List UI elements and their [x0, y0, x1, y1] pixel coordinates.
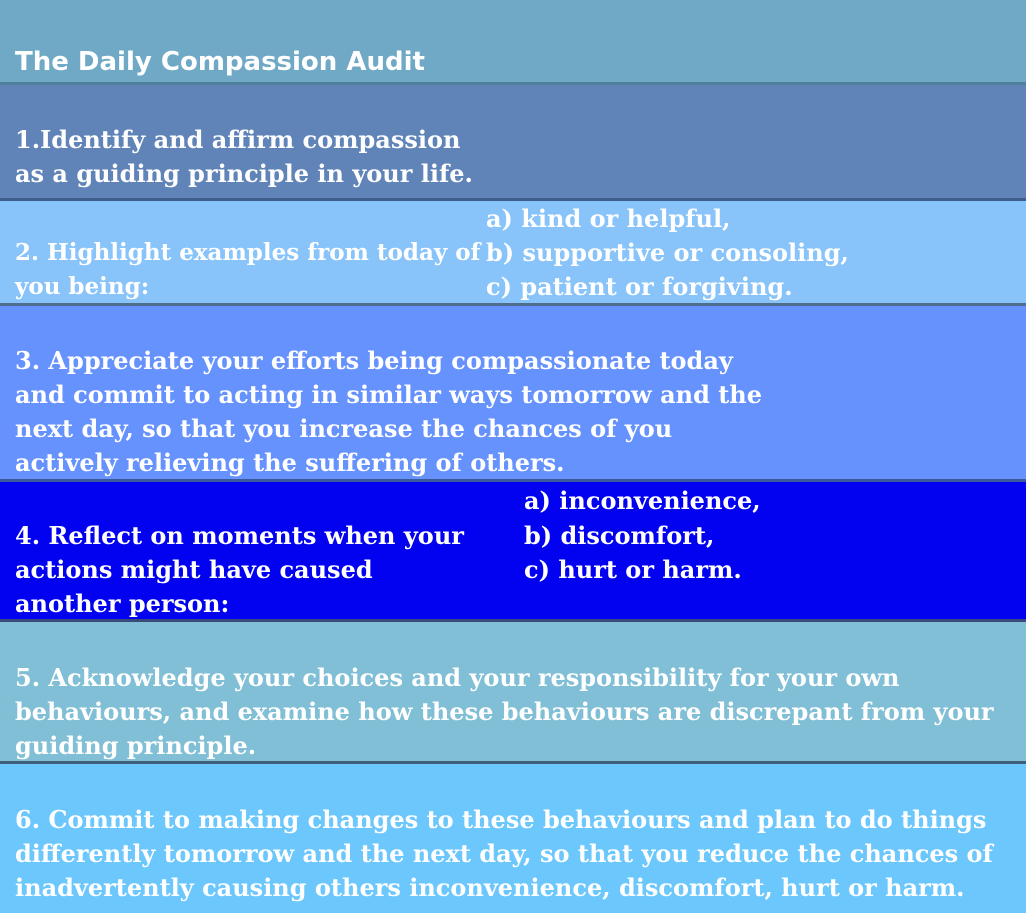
step-2-row — [0, 201, 1026, 306]
step-2-line-1: 2. Highlight examples from today of — [15, 239, 481, 266]
step-6-line-3: inadvertently causing others inconvenience, discomfort, hurt or harm. — [15, 873, 965, 902]
step-2-option-b: b) supportive or consoling, — [486, 238, 849, 267]
step-2-option-c: c) patient or forgiving. — [486, 272, 793, 301]
step-4-option-c: c) hurt or harm. — [524, 555, 742, 584]
step-6-line-1: 6. Commit to making changes to these behaviours and plan to do things — [15, 805, 987, 834]
step-1-line-1: 1.Identify and affirm compassion — [15, 125, 461, 154]
step-4-row — [0, 482, 1026, 622]
step-3-line-4: actively relieving the suffering of others. — [15, 448, 565, 477]
step-3-line-2: and commit to acting in similar ways tomorrow and the — [15, 380, 763, 409]
step-4-line-1: 4. Reflect on moments when your — [15, 521, 464, 550]
step-1-line-2: as a guiding principle in your life. — [15, 159, 473, 188]
step-5-line-3: guiding principle. — [15, 731, 257, 760]
step-3-row — [0, 306, 1026, 482]
step-5-row — [0, 622, 1026, 764]
step-4-option-b: b) discomfort, — [524, 521, 715, 550]
step-4-option-a: a) inconvenience, — [524, 486, 761, 515]
step-1-row — [0, 85, 1026, 201]
step-3-line-3: next day, so that you increase the chances of you — [15, 414, 673, 443]
step-5-line-1: 5. Acknowledge your choices and your responsibility for your own — [15, 663, 900, 692]
page-title: The Daily Compassion Audit — [15, 47, 425, 77]
step-4-line-3: another person: — [15, 589, 230, 618]
step-2-option-a: a) kind or helpful, — [486, 204, 731, 233]
step-2-line-2: you being: — [15, 273, 150, 300]
title-row — [0, 0, 1026, 85]
step-4-line-2: actions might have caused — [15, 555, 373, 584]
step-3-line-1: 3. Appreciate your efforts being compassionate today — [15, 346, 733, 375]
step-5-line-2: behaviours, and examine how these behaviours are discrepant from your — [15, 697, 994, 726]
step-6-line-2: differently tomorrow and the next day, so that you reduce the chances of — [15, 839, 993, 868]
step-6-row — [0, 764, 1026, 913]
